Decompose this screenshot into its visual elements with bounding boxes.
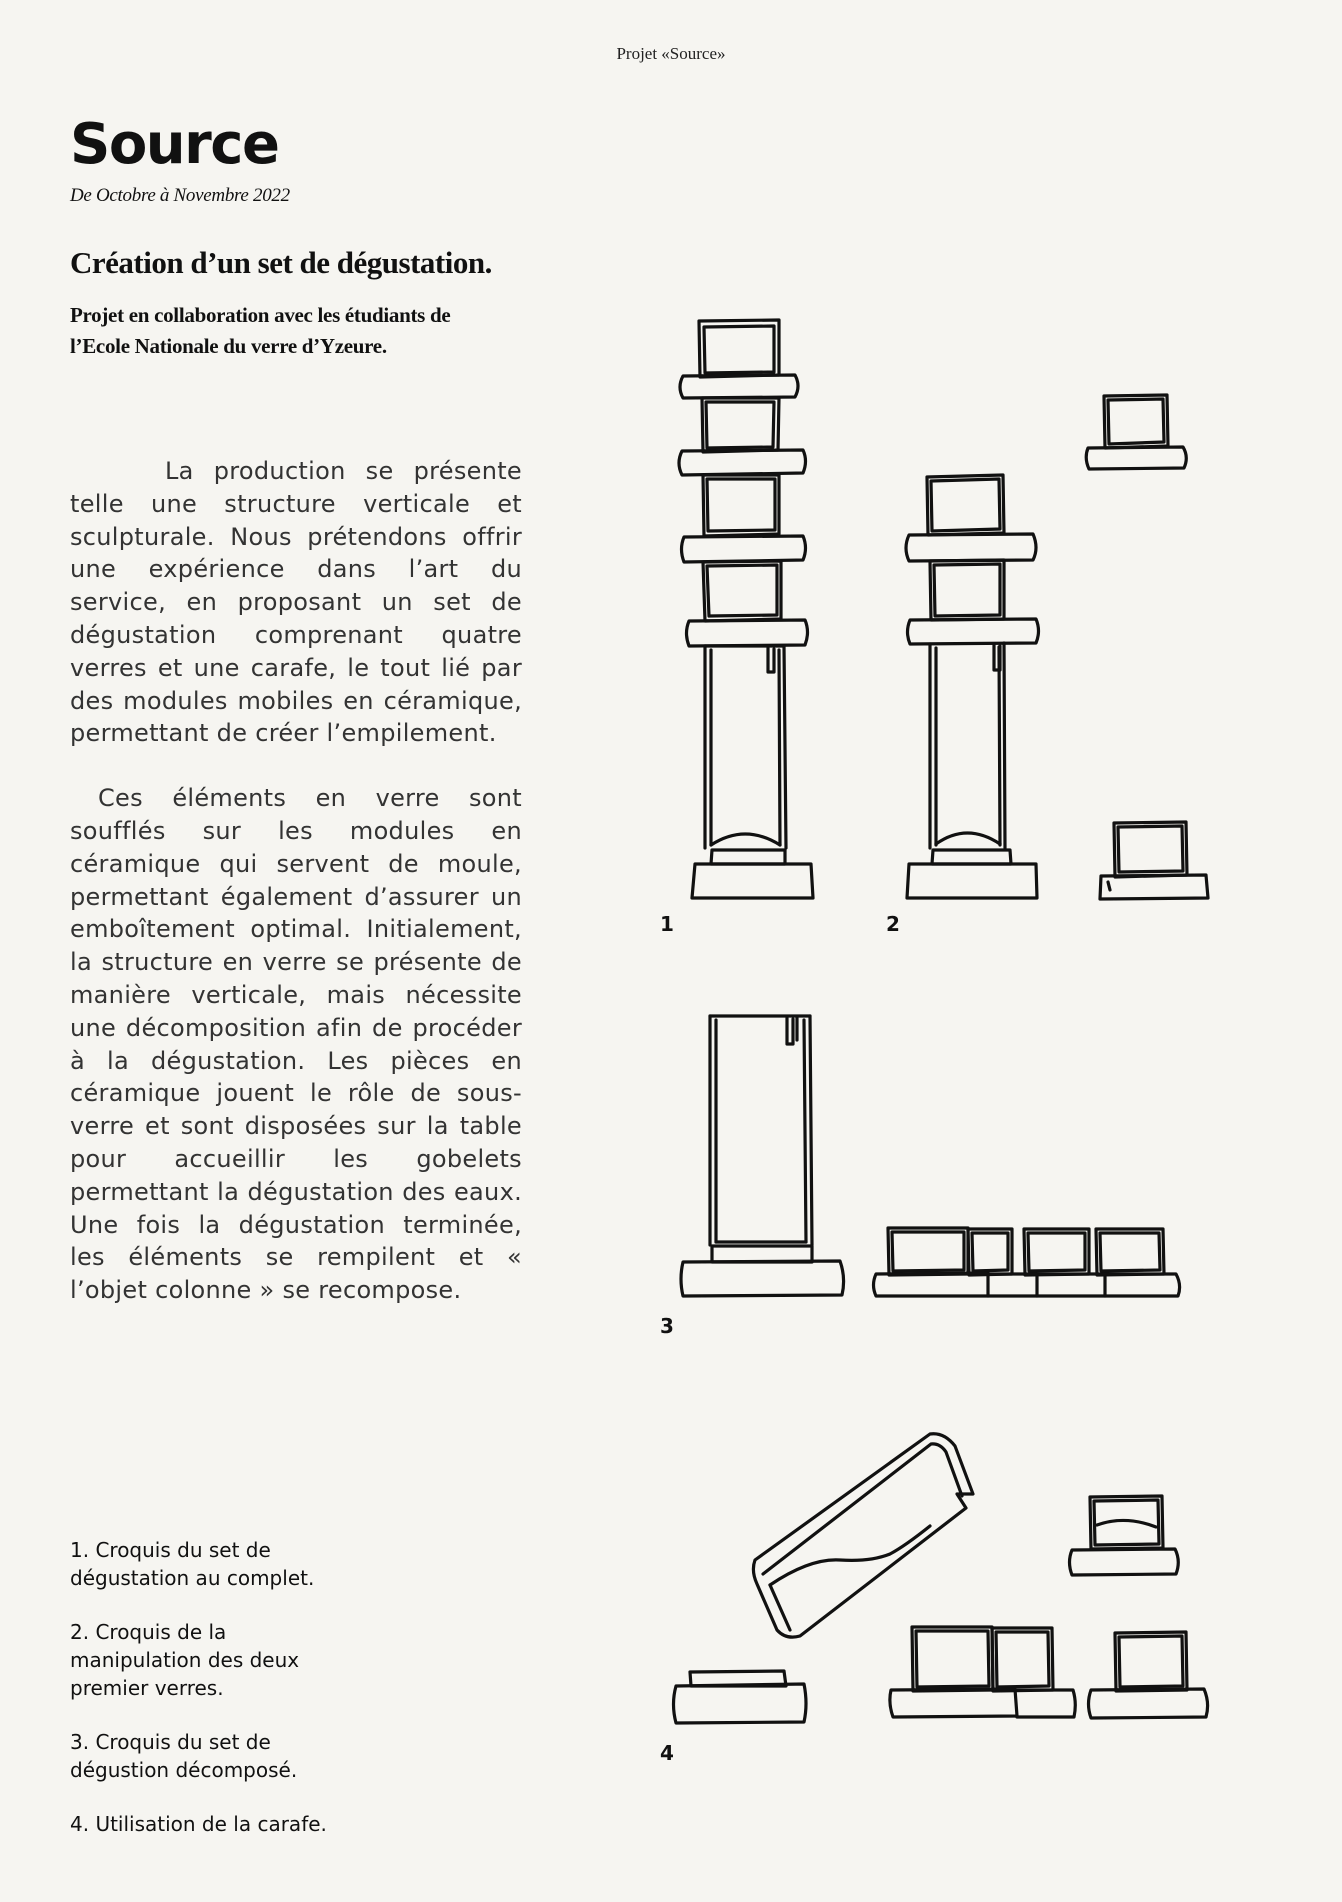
caption-2-line-1: 2. Croquis de la (70, 1620, 227, 1644)
collaboration-line-2: l’Ecole Nationale du verre d’Yzeure. (70, 334, 387, 358)
figure-number-4: 4 (660, 1741, 674, 1765)
page-title: Source (70, 112, 279, 177)
project-dates: De Octobre à Novembre 2022 (70, 185, 290, 206)
running-header: Projet «Source» (616, 44, 726, 63)
sketch-3-decomposed (681, 1016, 1180, 1296)
collaboration-line-1: Projet en collaboration avec les étudiants de (70, 303, 451, 327)
figure-number-2: 2 (886, 912, 900, 936)
sketch-4-carafe (674, 1434, 1208, 1723)
figure-number-3: 3 (660, 1314, 674, 1338)
caption-1-line-1: 1. Croquis du set de (70, 1538, 271, 1562)
caption-3-line-1: 3. Croquis du set de (70, 1730, 271, 1754)
sketch-1-full-set (679, 320, 813, 898)
figure-number-1: 1 (660, 912, 674, 936)
caption-2-line-2: manipulation des deux (70, 1648, 300, 1672)
section-subtitle: Création d’un set de dégustation. (70, 245, 492, 280)
caption-3-line-2: dégustion décomposé. (70, 1758, 298, 1782)
caption-2-line-3: premier verres. (70, 1676, 224, 1700)
body-paragraph-1: La production se présente telle une structure verticale et sculpturale. Nous prétendons offrir une expérience dans l’art du service, en proposant un set de dégustation comprenant quatre verres et une carafe, le tout lié par des modules mobiles en céramique, permettant de créer l’empilement. (70, 457, 522, 748)
caption-4-line-1: 4. Utilisation de la carafe. (70, 1812, 327, 1836)
caption-1-line-2: dégustation au complet. (70, 1566, 315, 1590)
sketch-2-manipulation (906, 395, 1208, 899)
body-paragraph-2: Ces éléments en verre sont soufflés sur les modules en céramique qui servent de moule, permettant également d’assurer un emboîtement optimal. Initialement, la structure en verre se présente de manière verticale, mais nécessite une décomposition afin de procéder à la dégustation. Les pièces en céramique jouent le rôle de sous-verre et sont disposées sur la table pour accueillir les gobelets permettant la dégustation des eaux. Une fois la dégustation terminée, les éléments se rempilent et « l’objet colonne » se recompose. (70, 784, 522, 1305)
